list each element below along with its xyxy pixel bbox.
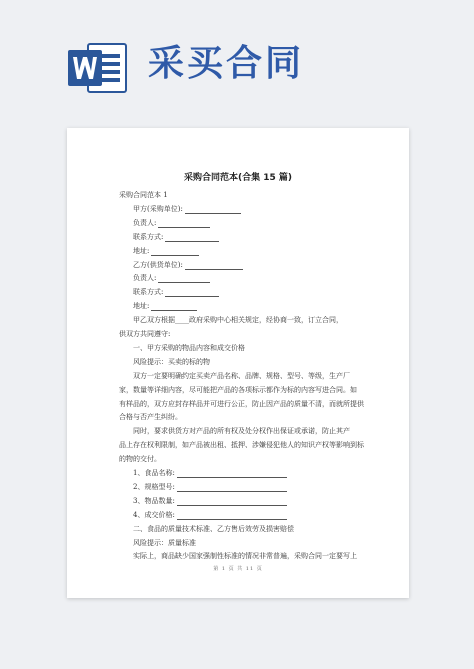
document-line xyxy=(119,274,367,283)
fill-in-blank xyxy=(177,512,287,520)
line-text: 风险提示：质量标准 xyxy=(133,538,196,547)
document-line xyxy=(119,372,367,381)
fill-in-blank xyxy=(151,303,197,311)
document-line xyxy=(119,316,367,325)
line-text: 4、成交价格: xyxy=(133,510,175,519)
line-text: 联系方式: xyxy=(133,288,164,297)
fill-in-blank xyxy=(177,484,287,492)
line-text: 二、食品的质量技术标准、乙方售后效劳及损害赔偿 xyxy=(133,524,294,533)
line-text: 实际上，商品缺少国家强制性标准的情况非常普遍，采购合同一定要写上 xyxy=(133,552,357,561)
line-text: 2、规格型号: xyxy=(133,482,175,491)
document-line xyxy=(119,386,367,395)
line-text: 1、食品名称: xyxy=(133,469,175,477)
line-text: 3、物品数量: xyxy=(133,496,175,505)
fill-in-blank xyxy=(185,262,243,270)
line-text: 风险提示：买卖的标的物 xyxy=(133,357,210,366)
document-line xyxy=(119,455,367,464)
line-text: 地址: xyxy=(133,302,150,311)
line-text: 一、甲方采购的物品内容和成交价格 xyxy=(133,343,245,352)
fill-in-blank xyxy=(185,206,241,214)
document-line xyxy=(119,247,367,256)
line-text: 家，数量等详细内容，尽可能把产品的各项标示都作为标的内容写进合同。如 xyxy=(119,385,357,394)
document-line xyxy=(119,552,367,561)
line-text: 有样品的，双方应封存样品并可进行公正，防止因产品的质量不清，而就所提供 xyxy=(119,399,364,408)
fill-in-blank xyxy=(158,275,210,283)
document-line xyxy=(119,261,367,270)
document-line xyxy=(119,525,367,534)
document-line xyxy=(119,441,367,450)
banner-title: 采买合同 xyxy=(148,43,305,84)
fill-in-blank xyxy=(165,234,219,242)
line-text: 供双方共同遵守: xyxy=(119,330,171,338)
fill-in-blank xyxy=(165,289,219,297)
fill-in-blank xyxy=(177,498,287,506)
line-text: 联系方式: xyxy=(133,232,164,241)
document-line xyxy=(119,219,367,228)
fill-in-blank xyxy=(151,248,199,256)
line-text: 负责人: xyxy=(133,218,157,227)
word-icon xyxy=(66,40,128,96)
document-line xyxy=(119,205,367,214)
fill-in-blank xyxy=(158,220,210,228)
document-title: 采购合同范本(合集 15 篇) xyxy=(183,173,293,183)
document-line xyxy=(119,302,367,311)
document-page xyxy=(67,128,409,598)
document-line xyxy=(119,233,367,242)
document-line xyxy=(119,427,367,436)
document-line xyxy=(119,483,367,492)
document-line xyxy=(119,469,367,478)
document-line xyxy=(119,539,367,548)
line-text: 负责人: xyxy=(133,274,157,283)
document-line xyxy=(119,330,367,339)
document-line xyxy=(119,358,367,367)
line-text: 双方一定要明确约定买卖产品名称、品牌、规格、型号、等级，生产厂 xyxy=(133,371,350,380)
line-text: 甲方(采购单位): xyxy=(133,204,183,213)
document-line xyxy=(119,413,367,422)
document-line xyxy=(119,400,367,409)
line-text: 乙方(供货单位): xyxy=(133,260,183,269)
line-text: 甲乙双方根据____政府采购中心相关规定，经协商一致，订立合同， xyxy=(133,316,343,325)
document-line xyxy=(119,511,367,520)
document-line xyxy=(119,191,367,200)
document-line xyxy=(119,497,367,506)
line-text: 地址: xyxy=(133,246,150,255)
page-number: 第 1 页 共 11 页 xyxy=(213,566,263,572)
fill-in-blank xyxy=(177,470,287,478)
line-text: 的物的交付。 xyxy=(119,455,161,464)
line-text: 合格与否产生纠纷。 xyxy=(119,413,182,422)
line-text: 品上存在权利限制，如产品被出租、抵押、涉嫌侵犯他人的知识产权等影响到标 xyxy=(119,441,364,450)
header-banner xyxy=(0,0,474,110)
line-text: 采购合同范本 1 xyxy=(119,191,168,199)
document-line xyxy=(119,288,367,297)
document-line xyxy=(119,344,367,353)
line-text: 同时，要求供货方对产品的所有权及处分权作出保证或承诺，防止其产 xyxy=(133,427,350,436)
